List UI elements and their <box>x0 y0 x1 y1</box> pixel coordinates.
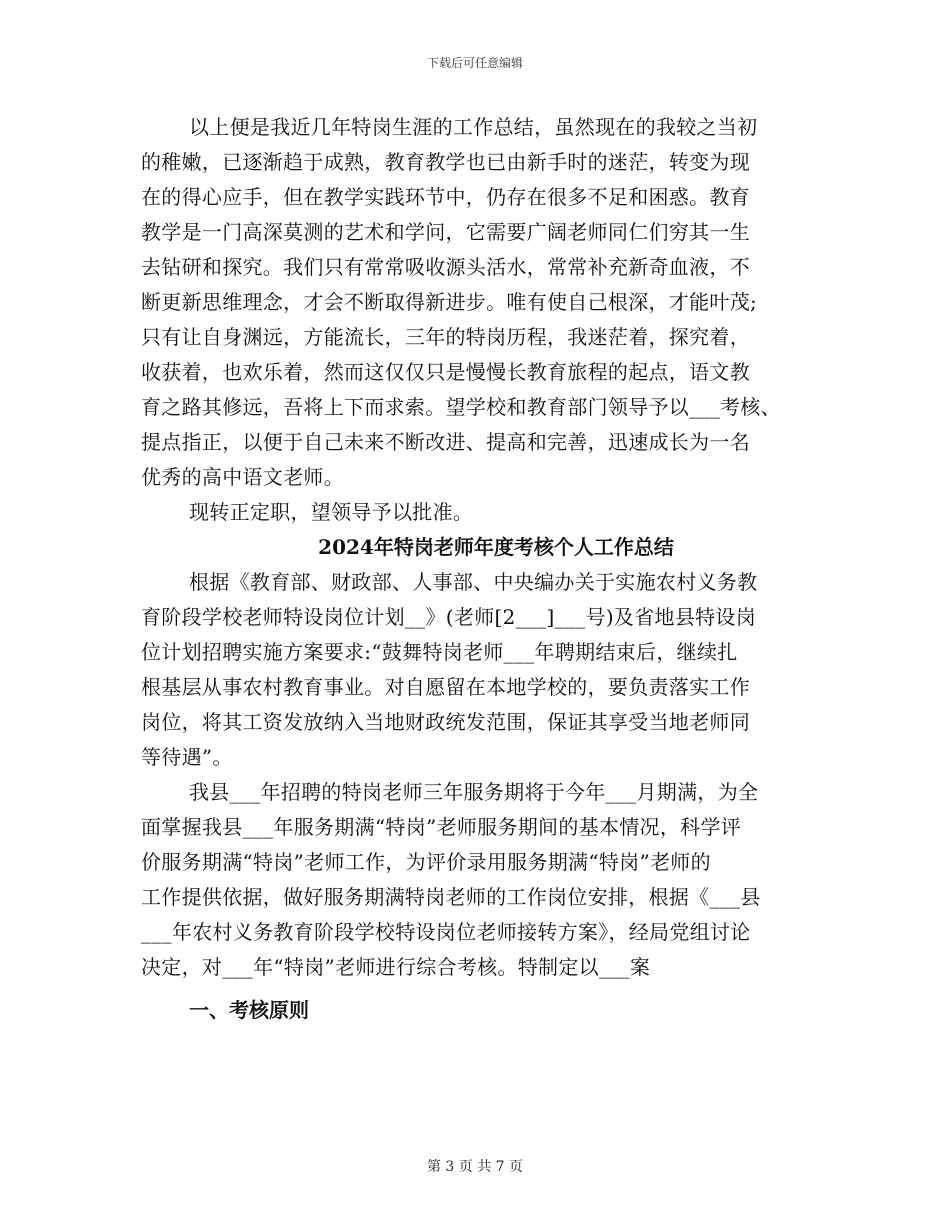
text-line: 育之路其修远，吾将上下而求索。望学校和教育部门领导予以___考核、 <box>141 395 781 419</box>
text-line: 位计划招聘实施方案要求:“鼓舞特岗老师___年聘期结束后，继续扎 <box>141 640 738 664</box>
text-line: 只有让自身渊远，方能流长，三年的特岗历程，我迷茫着，探究着， <box>141 325 750 349</box>
text-line: 现转正定职，望领导予以批准。 <box>189 500 474 524</box>
text-line: 优秀的高中语文老师。 <box>141 465 344 489</box>
text-line: 价服务期满“特岗”老师工作，为评价录用服务期满“特岗”老师的 <box>141 850 711 874</box>
text-line: 去钻研和探究。我们只有常常吸收源头活水，常常补充新奇血液，不 <box>141 255 750 279</box>
paragraph-summary-conclusion <box>141 110 821 495</box>
text-line: 根基层从事农村教育事业。对自愿留在本地学校的，要负责落实工作 <box>141 675 750 699</box>
text-line: 工作提供依据，做好服务期满特岗老师的工作岗位安排，根据《___县 <box>141 885 761 909</box>
section-heading: 一、考核原则 <box>189 998 309 1022</box>
text-line: 以上便是我近几年特岗生涯的工作总结，虽然现在的我较之当初 <box>189 115 758 139</box>
page-number: 第 3 页 共 7 页 <box>426 1159 524 1175</box>
text-line: 面掌握我县___年服务期满“特岗”老师服务期间的基本情况，科学评 <box>141 815 742 839</box>
text-line: 教学是一门高深莫测的艺术和学问，它需要广阔老师同仁们穷其一生 <box>141 220 750 244</box>
text-line: 等待遇”。 <box>141 745 233 769</box>
document-title: 2024年特岗老师年度考核个人工作总结 <box>318 535 674 559</box>
paragraph-assessment-purpose <box>141 775 821 985</box>
text-line: 岗位，将其工资发放纳入当地财政统发范围，保证其享受当地老师同 <box>141 710 750 734</box>
text-line: 提点指正，以便于自己未来不断改进、提高和完善，迅速成长为一名 <box>141 430 750 454</box>
document-body <box>141 110 821 1035</box>
text-line: 的稚嫩，已逐渐趋于成熟，教育教学也已由新手时的迷茫，转变为现 <box>141 150 750 174</box>
text-line: 决定，对___年“特岗”老师进行综合考核。特制定以___案 <box>141 955 651 979</box>
page-header-note: 下载后可任意编辑 <box>426 56 523 70</box>
text-line: 根据《教育部、财政部、人事部、中央编办关于实施农村义务教 <box>189 570 758 594</box>
text-line: 在的得心应手，但在教学实践环节中，仍存在很多不足和困惑。教育 <box>141 185 750 209</box>
text-line: 收获着，也欢乐着，然而这仅仅只是慢慢长教育旅程的起点，语文教 <box>141 360 750 384</box>
paragraph-policy-basis <box>141 565 821 775</box>
text-line: 断更新思维理念，才会不断取得新进步。唯有使自己根深，才能叶茂; <box>141 290 758 314</box>
text-line: 我县___年招聘的特岗老师三年服务期将于今年___月期满，为全 <box>189 780 759 804</box>
text-line: ___年农村义务教育阶段学校特设岗位老师接转方案》，经局党组讨论 <box>141 920 751 944</box>
paragraph-request-approval <box>141 495 821 530</box>
text-line: 育阶段学校老师特设岗位计划__》(老师[2___]___号)及省地县特设岗 <box>141 605 757 629</box>
